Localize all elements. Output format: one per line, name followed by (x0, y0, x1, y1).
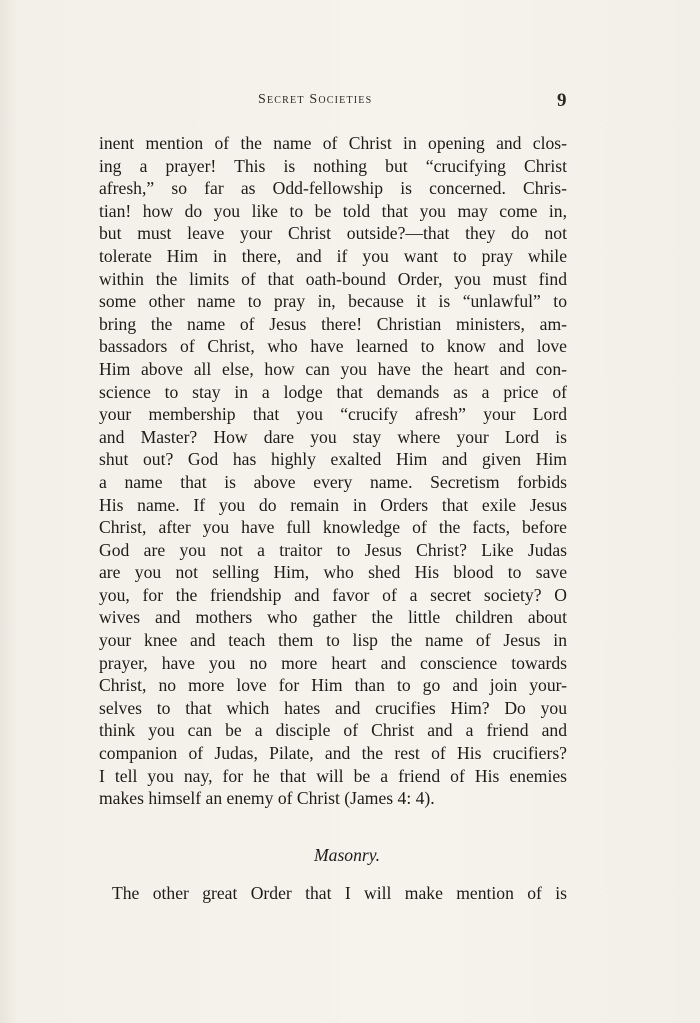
text-line: afresh,” so far as Odd-fellowship is concerned. Chris- (99, 178, 567, 199)
running-head (0, 92, 700, 116)
text-line: tian! how do you like to be told that you may come in, (99, 200, 567, 221)
page-number: 9 (557, 90, 567, 111)
text-line: selves to that which hates and crucifies Him? Do you (99, 697, 567, 718)
text-line: His name. If you do remain in Orders that exile Jesus (99, 494, 567, 515)
text-line: bring the name of Jesus there! Christian ministers, am- (99, 313, 567, 334)
section-heading: Masonry. (314, 845, 380, 865)
text-line: ing a prayer! This is nothing but “crucifying Christ (99, 155, 567, 176)
body-text (99, 132, 567, 903)
text-line: shut out? God has highly exalted Him and given Him (99, 449, 567, 470)
text-line: makes himself an enemy of Christ (James 4: 4). (99, 788, 435, 809)
text-line: companion of Judas, Pilate, and the rest of His crucifiers? (99, 743, 567, 764)
text-line: you, for the friendship and favor of a secret society? O (99, 584, 567, 605)
text-line: I tell you nay, for he that will be a friend of His enemies (99, 765, 567, 786)
text-line: bassadors of Christ, who have learned to know and love (99, 336, 567, 357)
text-line: Christ, after you have full knowledge of the facts, before (99, 517, 567, 538)
text-line: think you can be a disciple of Christ and a friend and (99, 720, 567, 741)
text-line: tolerate Him in there, and if you want to pray while (99, 245, 567, 266)
text-line: and Master? How dare you stay where your Lord is (99, 426, 567, 447)
text-line: inent mention of the name of Christ in opening and clos- (99, 133, 567, 153)
running-title: Secret Societies (258, 92, 373, 107)
text-line: God are you not a traitor to Jesus Christ? Like Judas (99, 539, 567, 560)
text-line: your membership that you “crucify afresh” your Lord (99, 404, 567, 425)
text-line: but must leave your Christ outside?—that they do not (99, 223, 567, 244)
text-line-indented: The other great Order that I will make mention of is (112, 883, 567, 903)
text-line: are you not selling Him, who shed His blood to save (99, 562, 567, 583)
text-line: science to stay in a lodge that demands as a price of (99, 381, 567, 402)
text-line: some other name to pray in, because it is “unlawful” to (99, 291, 567, 312)
text-line: Him above all else, how can you have the heart and con- (99, 358, 567, 379)
text-line: wives and mothers who gather the little children about (99, 607, 567, 628)
text-line: your knee and teach them to lisp the name of Jesus in (99, 630, 567, 651)
text-line: prayer, have you no more heart and conscience towards (99, 652, 567, 673)
text-line: a name that is above every name. Secretism forbids (99, 471, 567, 492)
text-line: within the limits of that oath-bound Order, you must find (99, 268, 567, 289)
text-line: Christ, no more love for Him than to go and join your- (99, 675, 567, 696)
